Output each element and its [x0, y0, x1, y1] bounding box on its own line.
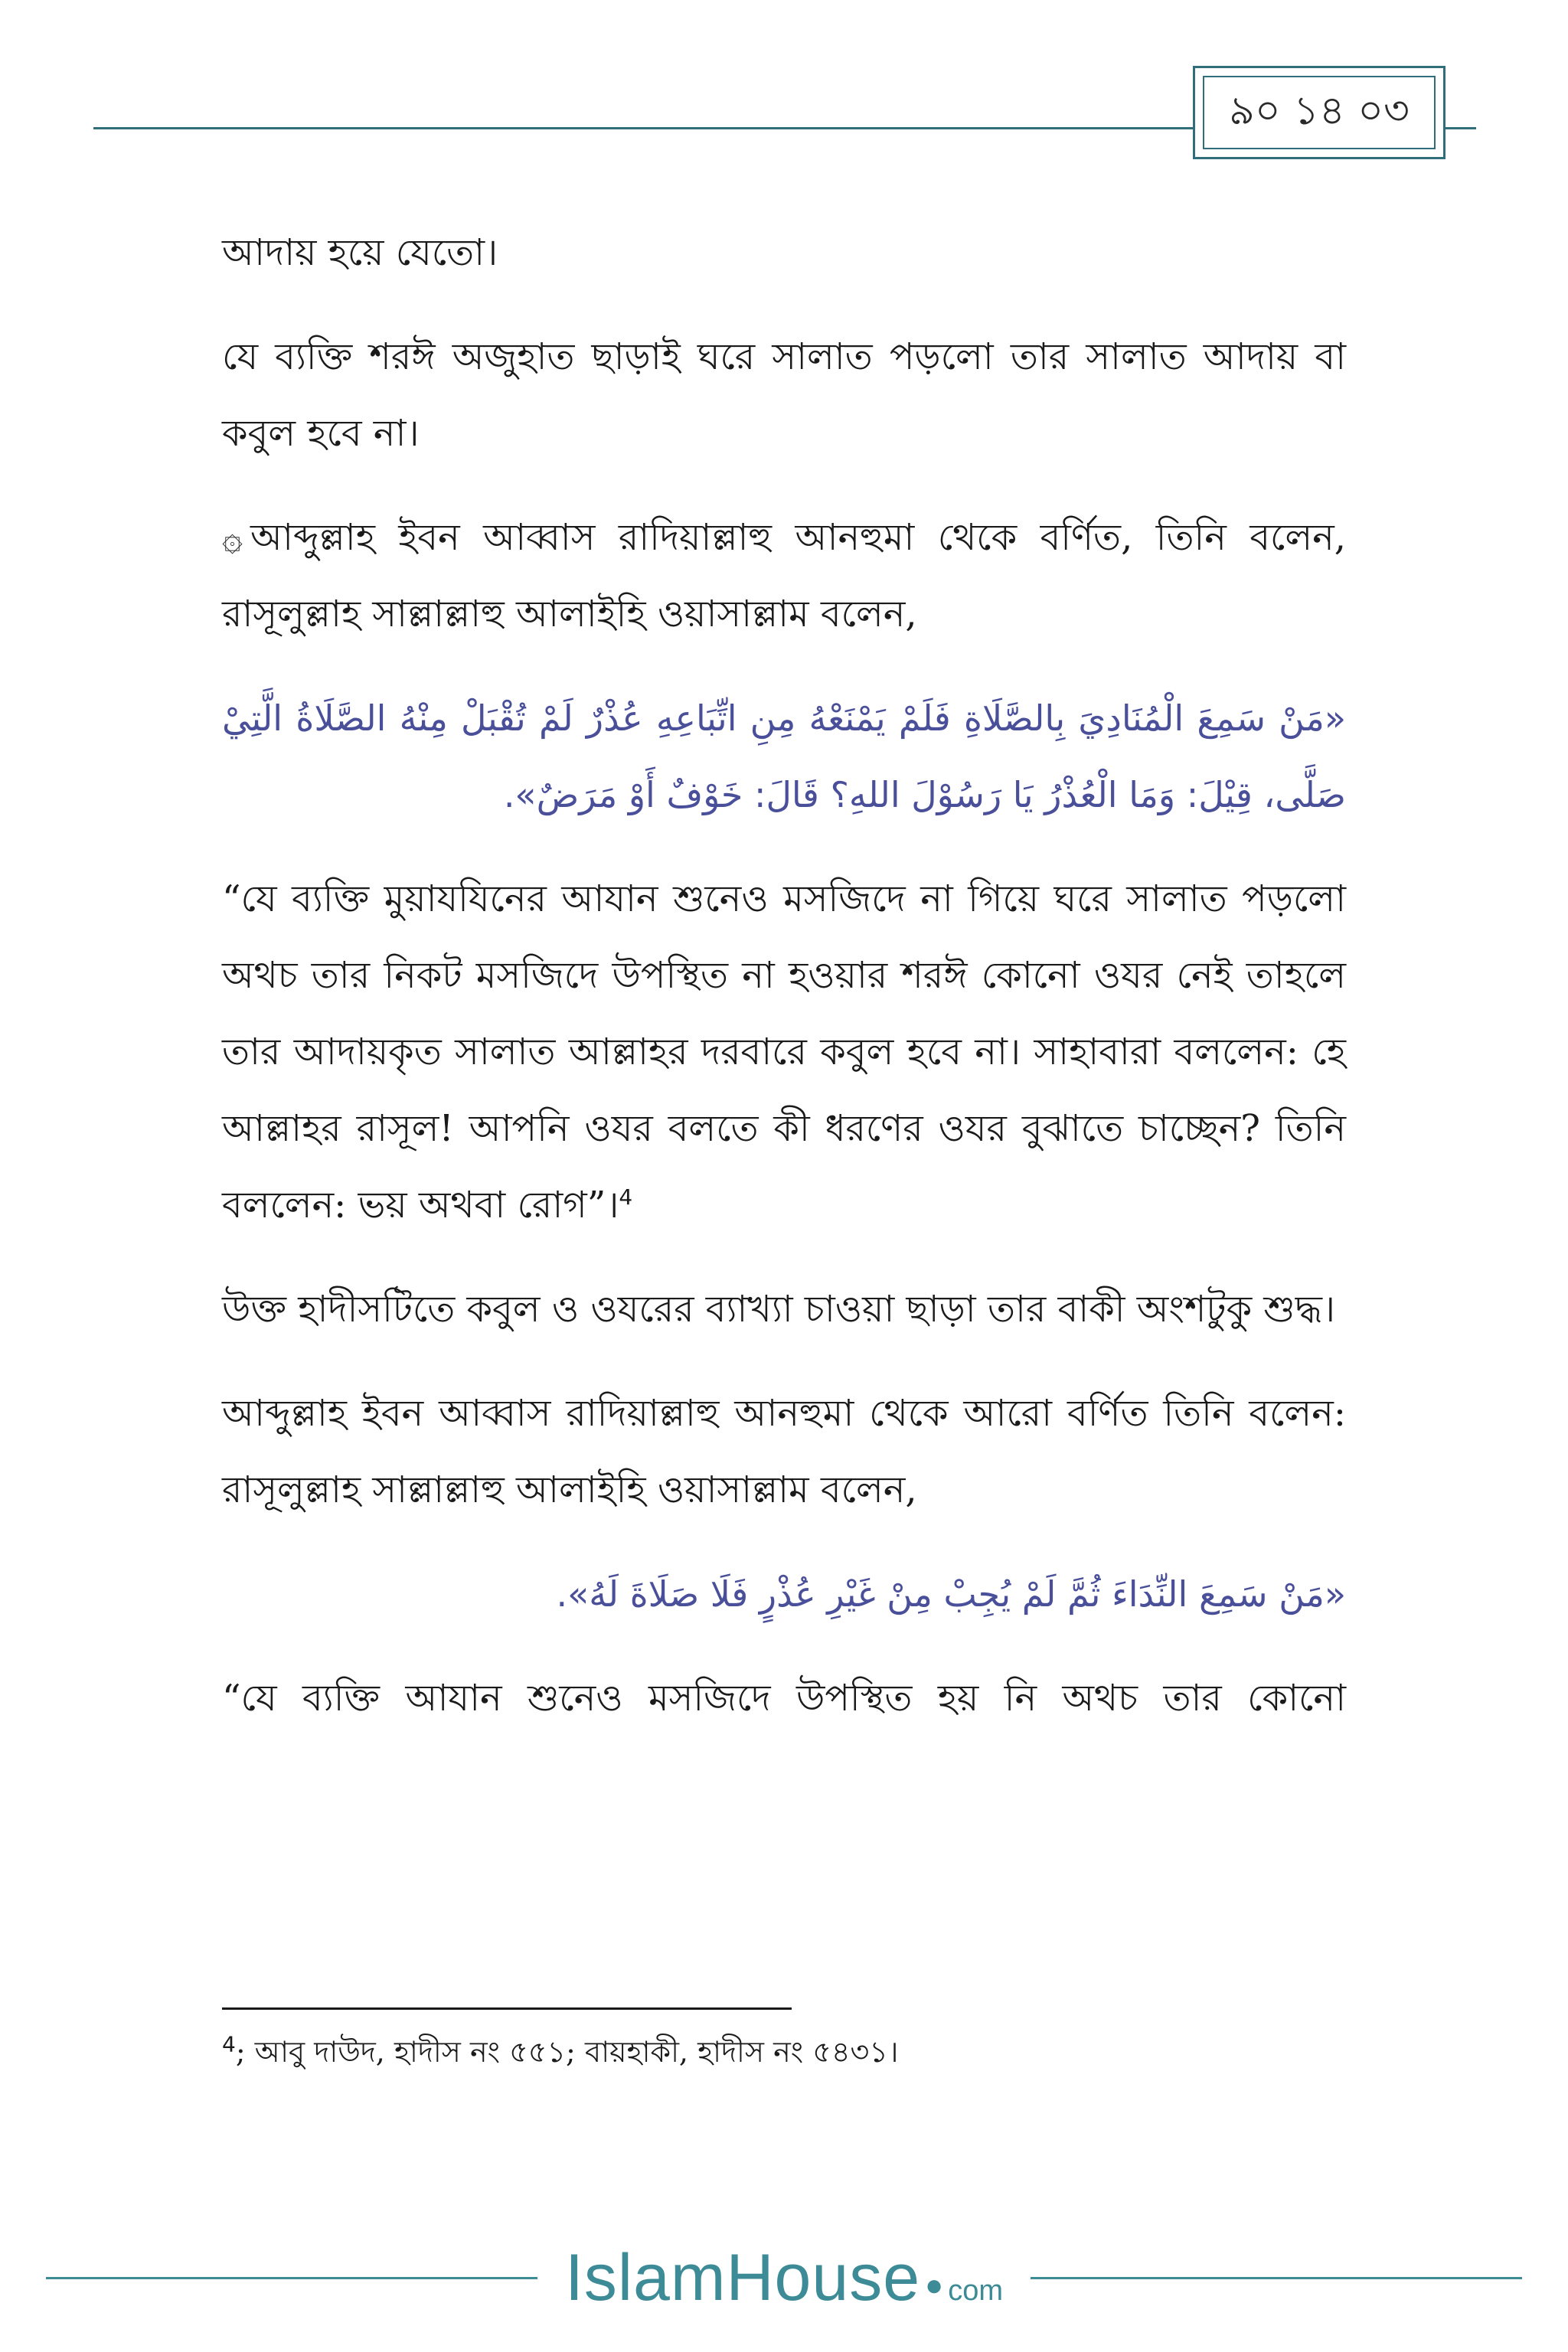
logo-domain: com	[948, 2274, 1004, 2307]
arabic-hadith-2: «مَنْ سَمِعَ النِّدَاءَ ثُمَّ لَمْ يُجِبْ مِنْ غَيْرِ عُذْرٍ فَلَا صَلَاةَ لَهُ».	[556, 1573, 1346, 1615]
footnote-text: ; আবু দাউদ, হাদীস নং ৫৫১; বায়হাকী, হাদীস নং ৫৪৩১।	[235, 2035, 899, 2069]
page-number-box	[1193, 66, 1446, 159]
paragraph-1: আদায় হয়ে যেতো।	[222, 231, 498, 274]
footnote-marker: 4	[222, 2031, 236, 2057]
paragraph-2: যে ব্যক্তি শরঈ অজুহাত ছাড়াই ঘরে সালাত পড়লো তার সালাত আদায় বা কবুল হবে না।	[222, 335, 1346, 455]
ornament-bullet-icon: ۞	[222, 517, 243, 558]
paragraph-5: উক্ত হাদীসটিতে কবুল ও ওযরের ব্যাখ্যা চাওয়া ছাড়া তার বাকী অংশটুকু শুদ্ধ।	[222, 1288, 1336, 1331]
footer-rule-right	[1031, 2277, 1522, 2279]
page-number: ৯০ ১৪ ০৩	[1203, 76, 1436, 149]
paragraph-3-text: আব্দুল্লাহ ইবন আব্বাস রাদিয়াল্লাহু আনহুমা থেকে বর্ণিত, তিনি বলেন, রাসূলুল্লাহ সাল্লাল্লাহু আলাইহি ওয়াসাল্লাম বলেন,	[222, 516, 1346, 635]
logo-brand: IslamHouse	[564, 2240, 921, 2314]
paragraph-7: “যে ব্যক্তি আযান শুনেও মসজিদে উপস্থিত হয় নি অথচ তার কোনো	[222, 1677, 1346, 1720]
islamhouse-logo[interactable]	[565, 2240, 1003, 2316]
page-body	[222, 214, 1346, 1764]
paragraph-6: আব্দুল্লাহ ইবন আব্বাস রাদিয়াল্লাহু আনহুমা থেকে আরো বর্ণিত তিনি বলেন: রাসূলুল্লাহ সাল্লাল্লাহু আলাইহি ওয়াসাল্লাম বলেন,	[222, 1392, 1346, 1511]
footer-rule-left	[46, 2277, 537, 2279]
paragraph-4-text: “যে ব্যক্তি মুয়াযযিনের আযান শুনেও মসজিদে না গিয়ে ঘরে সালাত পড়লো অথচ তার নিকট মসজিদে উপস্থিত না হওয়ার শরঈ কোনো ওযর নেই তাহলে তার আদায়কৃত সালাত আল্লাহর দরবারে কবুল হবে না। সাহাবারা বললেন: হে আল্লাহর রাসূল! আপনি ওযর বলতে কী ধরণের ওযর বুঝাতে চাচ্ছেন? তিনি বললেন: ভয় অথবা রোগ”।	[222, 877, 1346, 1227]
arabic-hadith-1: «مَنْ سَمِعَ الْمُنَادِيَ بِالصَّلَاةِ فَلَمْ يَمْنَعْهُ مِنِ اتِّبَاعِهِ عُذْرٌ لَمْ تُقْبَلْ مِنْهُ الصَّلَاةُ الَّتِيْ صَلَّى، قِيْلَ: وَمَا الْعُذْرُ يَا رَسُوْلَ اللهِ؟ قَالَ: خَوْفٌ أَوْ مَرَضٌ».	[222, 697, 1346, 815]
footnote	[222, 2006, 1346, 2075]
paragraph-4	[222, 861, 1346, 1243]
logo-dot-icon: ●	[925, 2268, 944, 2302]
footnote-ref[interactable]: 4	[619, 1184, 633, 1210]
paragraph-3	[222, 499, 1346, 652]
footer	[46, 2236, 1522, 2320]
